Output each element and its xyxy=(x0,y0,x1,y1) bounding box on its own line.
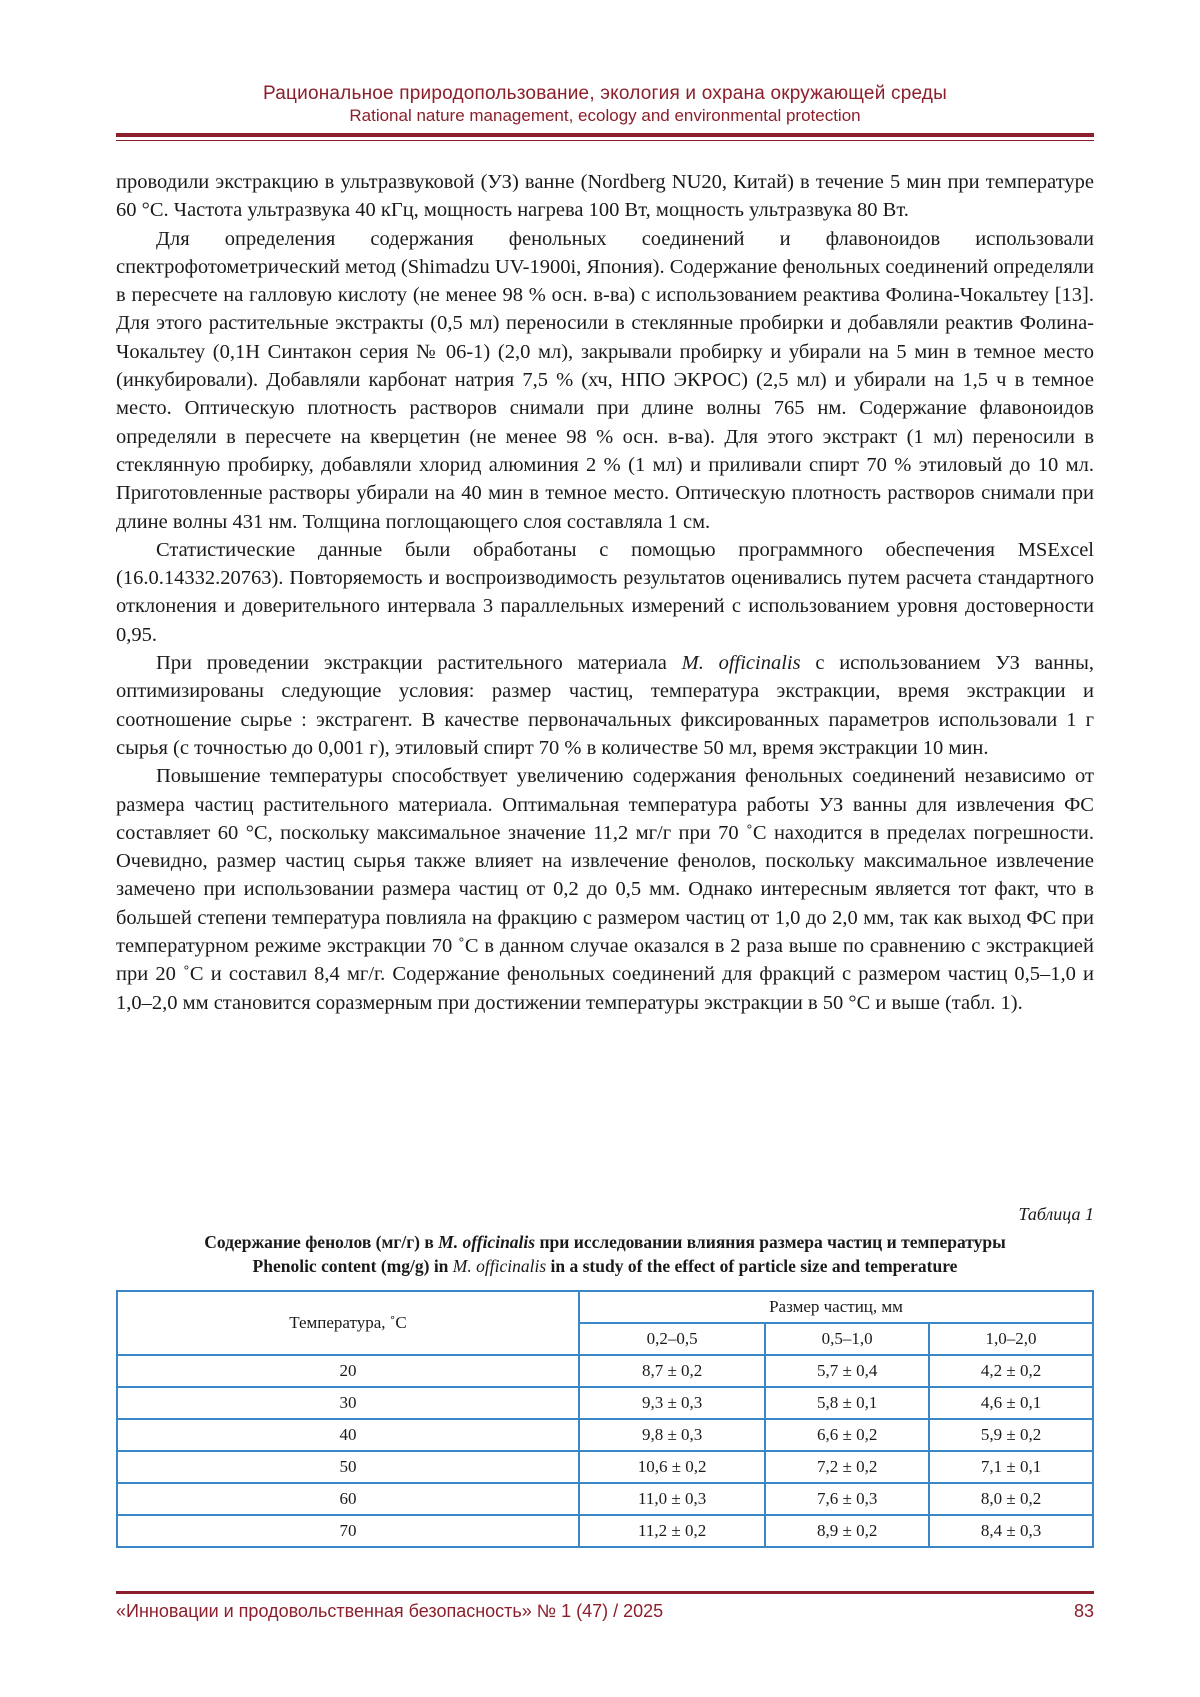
header-size-col: 1,0–2,0 xyxy=(929,1323,1093,1355)
cell-value: 8,7 ± 0,2 xyxy=(579,1355,765,1387)
cell-temp: 50 xyxy=(117,1451,579,1483)
footer-rule xyxy=(116,1591,1094,1594)
paragraph-4-text-b: с использованием УЗ ванны, оптимизированы следующие условия: размер частиц, температура экстракции, время экстракции и соотношение сырье : экстрагент. В качестве первоначальных фиксированных параметров использовали 1 г сырья (с точностью до 0,001 г), этиловый спирт 70 % в количестве 50 мл, время экстракции 10 мин. xyxy=(116,652,1094,759)
table-row xyxy=(117,1483,1093,1515)
header-size-col: 0,2–0,5 xyxy=(579,1323,765,1355)
cell-value: 9,3 ± 0,3 xyxy=(579,1387,765,1419)
caption-ru-species: M. officinalis xyxy=(438,1232,536,1252)
cell-value: 8,0 ± 0,2 xyxy=(929,1483,1093,1515)
paragraph-4 xyxy=(116,649,1094,762)
cell-value: 9,8 ± 0,3 xyxy=(579,1419,765,1451)
paragraph-4-text-a: При проведении экстракции растительного материала xyxy=(156,652,682,675)
cell-value: 4,6 ± 0,1 xyxy=(929,1387,1093,1419)
cell-temp: 40 xyxy=(117,1419,579,1451)
cell-value: 6,6 ± 0,2 xyxy=(765,1419,929,1451)
cell-temp: 20 xyxy=(117,1355,579,1387)
cell-value: 11,2 ± 0,2 xyxy=(579,1515,765,1547)
header-title-ru: Рациональное природопользование, экология и охрана окружающей среды xyxy=(263,83,947,104)
table-caption-en xyxy=(116,1254,1094,1278)
table-row xyxy=(117,1355,1093,1387)
cell-temp: 30 xyxy=(117,1387,579,1419)
header-particle-size: Размер частиц, мм xyxy=(579,1291,1093,1323)
page-number: 83 xyxy=(1073,1601,1094,1621)
page-footer xyxy=(116,1601,1094,1622)
table-caption-ru xyxy=(116,1230,1094,1254)
paragraph-3: Статистические данные были обработаны с помощью программного обеспечения MSExcel (16.0.14332.20763). Повторяемость и воспроизводимость результатов оценивались путем расчета стандартного отклонения и доверительного интервала 3 параллельных измерений с использованием уровня достоверности 0,95. xyxy=(116,538,1094,646)
running-header xyxy=(116,82,1094,126)
table-row xyxy=(117,1515,1093,1547)
table-row xyxy=(117,1387,1093,1419)
paragraph-5: Повышение температуры способствует увеличению содержания фенольных соединений независимо от размера частиц растительного материала. Оптимальная температура работы УЗ ванны для извлечения ФС составляет 60 °С, поскольку максимальное значение 11,2 мг/г при 70 ˚С находится в пределах погрешности. Очевидно, размер частиц сырья также влияет на извлечение фенолов, поскольку максимальное извлечение замечено при использовании размера частиц от 0,2 до 0,5 мм. Однако интересным является тот факт, что в большей степени температура повлияла на фракцию с размером частиц от 1,0 до 2,0 мм, так как выход ФС при температурном режиме экстракции 70 ˚С в данном случае оказался в 2 раза выше по сравнению с экстракцией при 20 ˚С и составил 8,4 мг/г. Содержание фенольных соединений для фракций с размером частиц 0,5–1,0 и 1,0–2,0 мм становится соразмерным при достижении температуры экстракции в 50 °С и выше (табл. 1). xyxy=(116,765,1094,1014)
cell-value: 7,6 ± 0,3 xyxy=(765,1483,929,1515)
table-number: Таблица 1 xyxy=(1018,1204,1094,1224)
header-rule-thin xyxy=(116,140,1094,141)
cell-value: 7,1 ± 0,1 xyxy=(929,1451,1093,1483)
article-body xyxy=(116,168,1094,1017)
species-name: M. officinalis xyxy=(681,652,801,675)
header-title-en: Rational nature management, ecology and environmental protection xyxy=(349,106,861,125)
table-row xyxy=(117,1419,1093,1451)
header-size-col: 0,5–1,0 xyxy=(765,1323,929,1355)
header-rule-thick xyxy=(116,133,1094,137)
caption-en-species: M. officinalis xyxy=(452,1256,547,1276)
cell-value: 5,7 ± 0,4 xyxy=(765,1355,929,1387)
caption-ru-b: при исследовании влияния размера частиц и температуры xyxy=(535,1232,1006,1252)
cell-value: 10,6 ± 0,2 xyxy=(579,1451,765,1483)
cell-value: 5,8 ± 0,1 xyxy=(765,1387,929,1419)
caption-ru-a: Содержание фенолов (мг/г) в xyxy=(204,1232,439,1252)
cell-value: 7,2 ± 0,2 xyxy=(765,1451,929,1483)
table-caption xyxy=(116,1230,1094,1278)
paragraph-2: Для определения содержания фенольных соединений и флавоноидов использовали спектрофотометрический метод (Shimadzu UV-1900i, Япония). Содержание фенольных соединений определяли в пересчете на галловую кислоту (не менее 98 % осн. в-ва) с использованием реактива Фолина-Чокальтеу [13]. Для этого растительные экстракты (0,5 мл) переносили в стеклянные пробирки и добавляли реактив Фолина-Чокальтеу (0,1Н Синтакон серия № 06-1) (2,0 мл), закрывали пробирку и убирали на 5 мин в темное место (инкубировали). Добавляли карбонат натрия 7,5 % (хч, НПО ЭКРОС) (2,5 мл) и убирали на 1,5 ч в темное место. Оптическую плотность растворов снимали при длине волны 765 нм. Содержание флавоноидов определяли в пересчете на кверцетин (не менее 98 % осн. в-ва). Для этого экстракт (1 мл) переносили в стеклянную пробирку, добавляли хлорид алюминия 2 % (1 мл) и приливали спирт 70 % этиловый до 10 мл. Приготовленные растворы убирали на 40 мин в темное место. Оптическую плотность растворов снимали при длине волны 431 нм. Толщина поглощающего слоя составляла 1 см. xyxy=(116,227,1094,533)
paragraph-1: проводили экстракцию в ультразвуковой (УЗ) ванне (Nordberg NU20, Китай) в течение 5 мин при температуре 60 °С. Частота ультразвука 40 кГц, мощность нагрева 100 Вт, мощность ультразвука 80 Вт. xyxy=(116,171,1094,222)
cell-value: 5,9 ± 0,2 xyxy=(929,1419,1093,1451)
cell-temp: 70 xyxy=(117,1515,579,1547)
cell-temp: 60 xyxy=(117,1483,579,1515)
journal-name: «Инновации и продовольственная безопасность» № 1 (47) / 2025 xyxy=(116,1601,664,1621)
cell-value: 8,4 ± 0,3 xyxy=(929,1515,1093,1547)
cell-value: 8,9 ± 0,2 xyxy=(765,1515,929,1547)
caption-en-a: Phenolic content (mg/g) in xyxy=(252,1256,453,1276)
header-temperature: Температура, ˚С xyxy=(117,1291,579,1355)
cell-value: 4,2 ± 0,2 xyxy=(929,1355,1093,1387)
table-row xyxy=(117,1451,1093,1483)
phenolic-table xyxy=(116,1290,1094,1548)
cell-value: 11,0 ± 0,3 xyxy=(579,1483,765,1515)
caption-en-b: in a study of the effect of particle size and temperature xyxy=(546,1256,958,1276)
